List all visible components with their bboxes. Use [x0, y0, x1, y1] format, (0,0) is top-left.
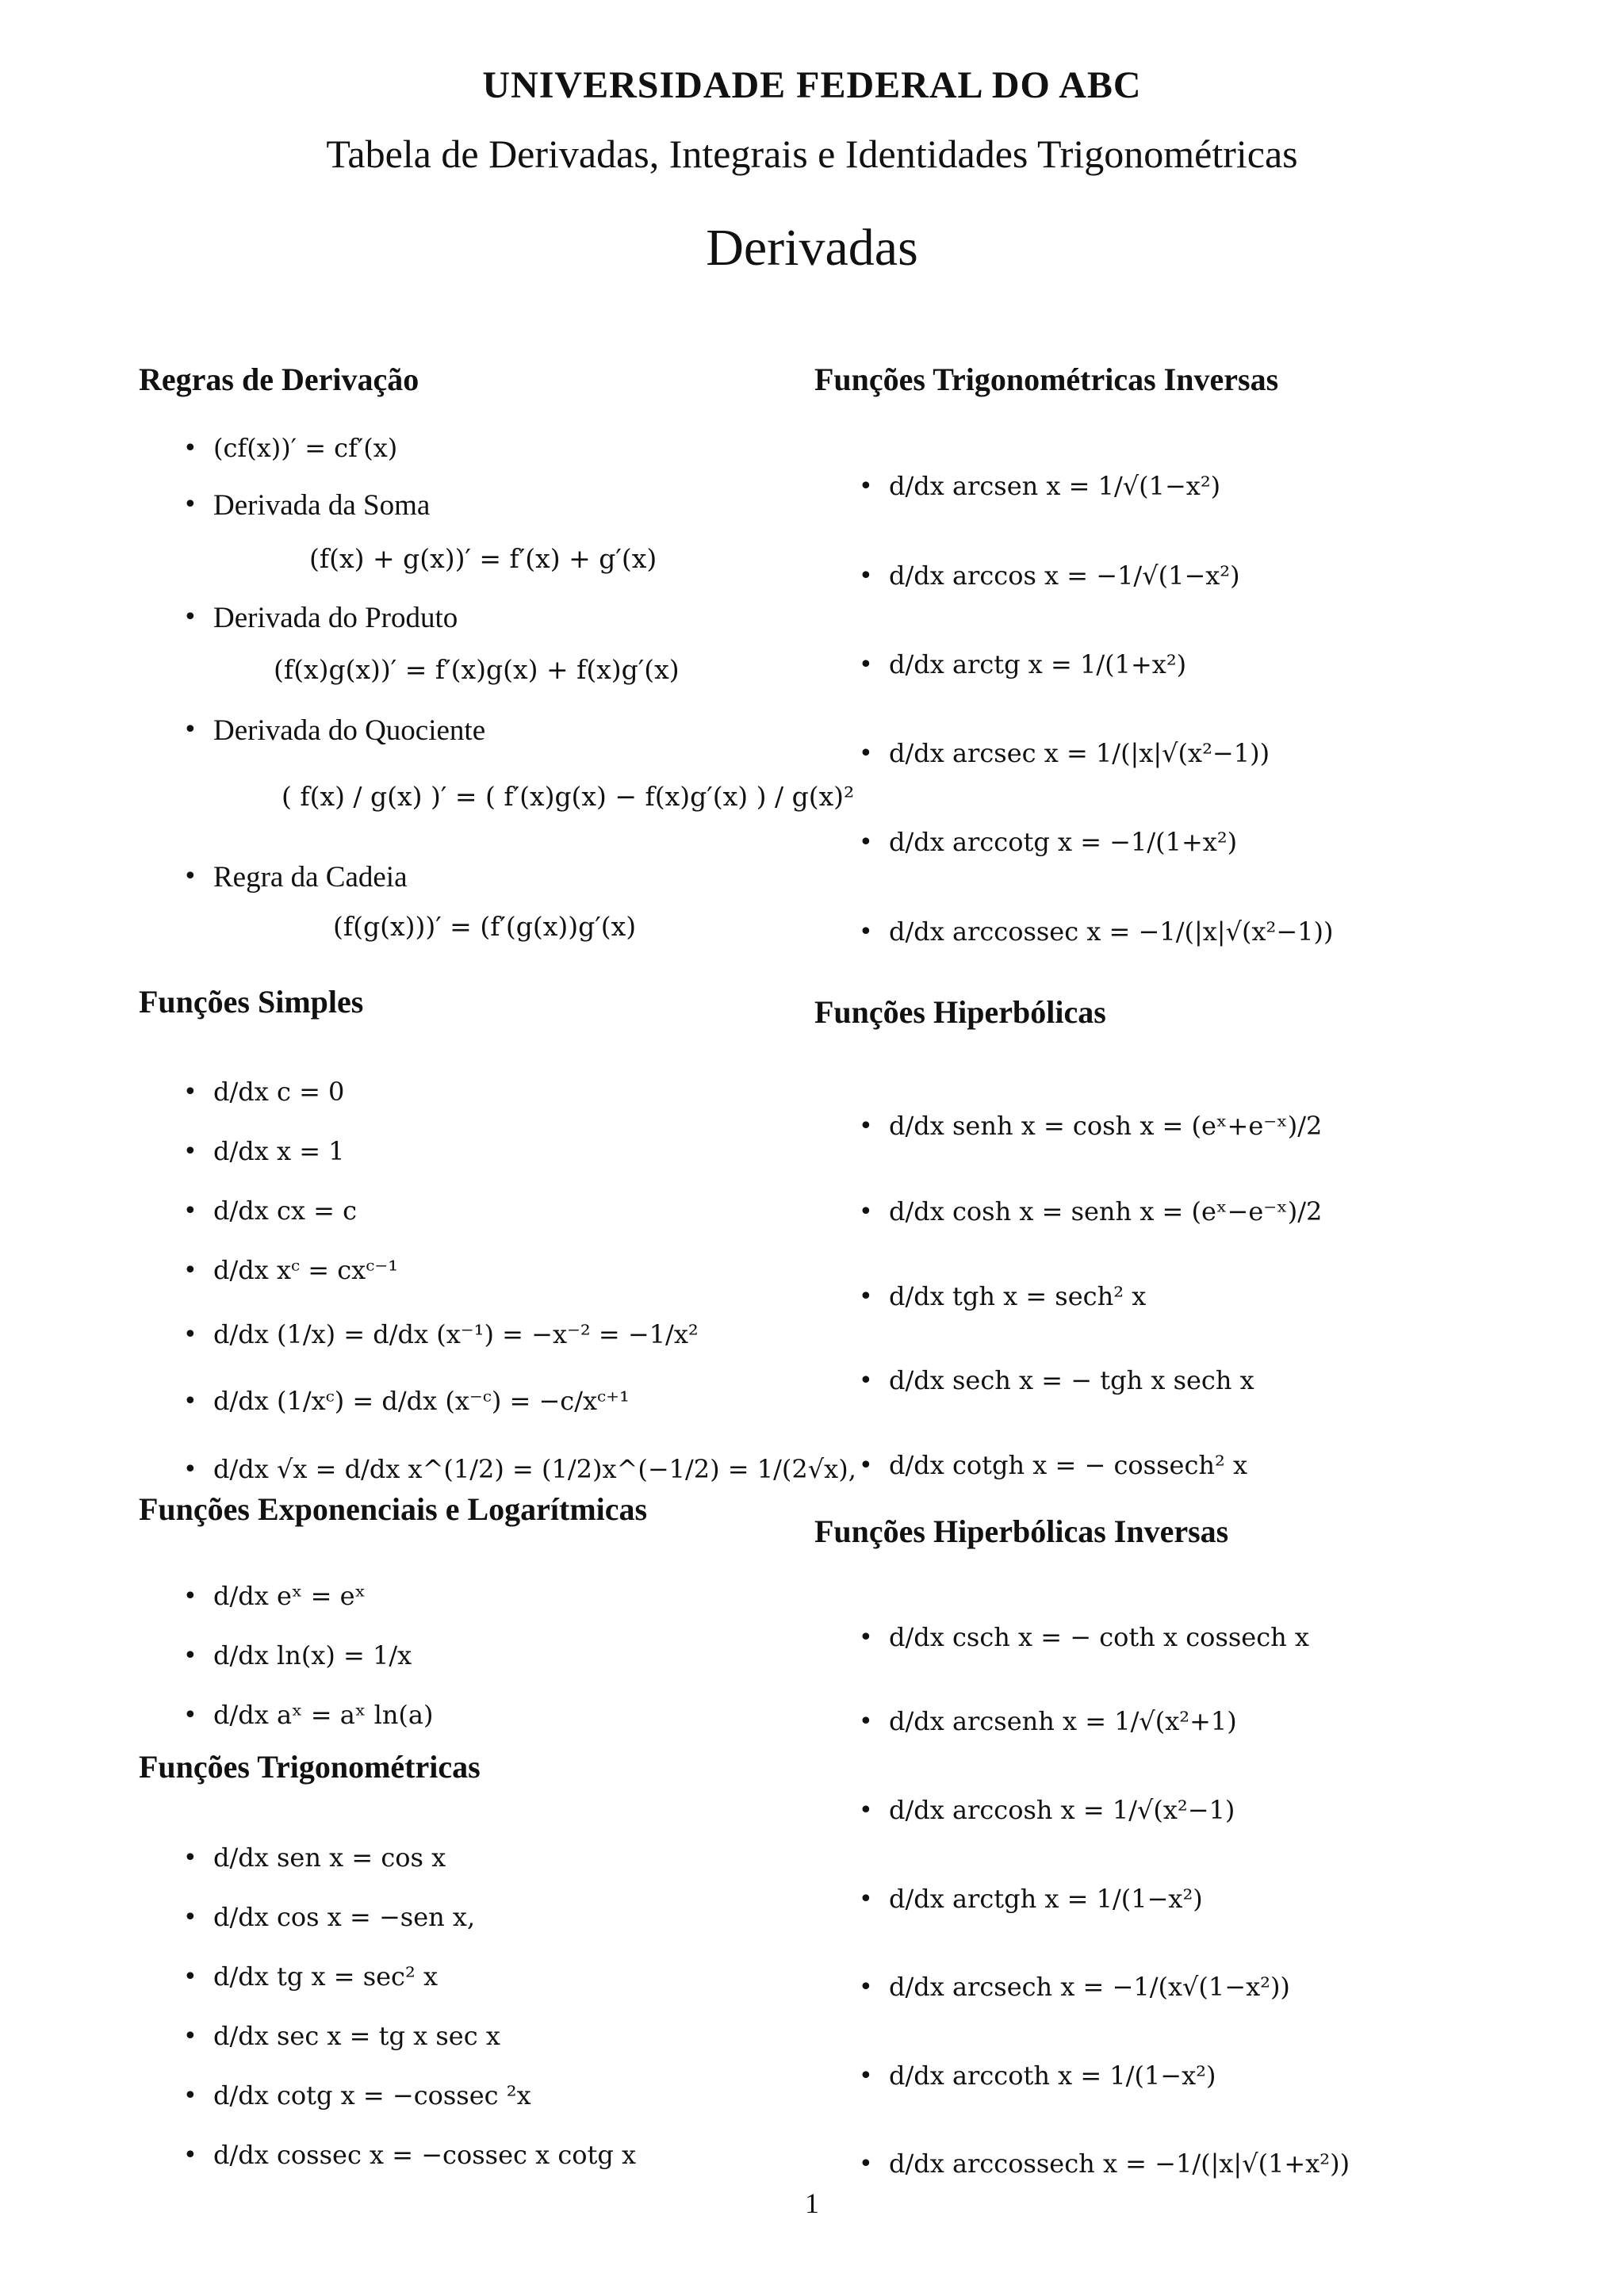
bullet: • — [859, 473, 873, 500]
formula: d/dx cotg x = −cossec ²x — [213, 2080, 531, 2110]
formula: d/dx arccossec x = −1/(|x|√(x²−1)) — [889, 916, 1334, 947]
document-subtitle: Tabela de Derivadas, Integrais e Identidades Trigonométricas — [326, 132, 1298, 176]
formula: d/dx arcsec x = 1/(|x|√(x²−1)) — [889, 738, 1270, 768]
bullet: • — [183, 1257, 197, 1284]
bullet: • — [859, 828, 873, 856]
bullet: • — [859, 1624, 873, 1651]
bullet: • — [183, 1197, 197, 1225]
formula: d/dx (1/x) = d/dx (x⁻¹) = −x⁻² = −1/x² — [213, 1319, 699, 1349]
formula: d/dx tgh x = sech² x — [889, 1281, 1147, 1311]
formula: d/dx x = 1 — [213, 1136, 345, 1166]
formula: d/dx arcsech x = −1/(x√(1−x²)) — [889, 1972, 1290, 2002]
bullet: • — [183, 716, 197, 744]
bullet: • — [183, 1701, 197, 1729]
hyp-title: Funções Hiperbólicas — [814, 994, 1106, 1030]
bullet: • — [183, 1387, 197, 1415]
rules-section — [139, 361, 855, 942]
bullet: • — [183, 863, 197, 890]
bullet: • — [183, 1138, 197, 1165]
bullet: • — [183, 1844, 197, 1872]
formula: d/dx senh x = cosh x = (eˣ+e⁻ˣ)/2 — [889, 1111, 1323, 1141]
simples-section — [139, 983, 856, 1484]
formula: d/dx (1/xᶜ) = d/dx (x⁻ᶜ) = −c/xᶜ⁺¹ — [213, 1386, 630, 1416]
rule-text: Derivada do Quociente — [213, 714, 486, 747]
rule-formula: ( f(x) / g(x) )′ = ( f′(x)g(x) − f(x)g′(x) ) / g(x)² — [282, 781, 855, 812]
bullet: • — [183, 1963, 197, 1991]
formula: d/dx arccosh x = 1/√(x²−1) — [889, 1795, 1235, 1825]
formula: d/dx arccotg x = −1/(1+x²) — [889, 827, 1238, 857]
rule-text: Derivada do Produto — [213, 602, 458, 634]
formula: d/dx xᶜ = cxᶜ⁻¹ — [213, 1255, 399, 1285]
rules-title: Regras de Derivação — [139, 362, 419, 397]
hyp-section — [814, 993, 1323, 1480]
bullet: • — [183, 1456, 197, 1483]
formula: d/dx arccos x = −1/√(1−x²) — [889, 561, 1240, 591]
bullet: • — [859, 1797, 873, 1824]
trig-inv-section — [814, 361, 1334, 947]
formula: d/dx arctg x = 1/(1+x²) — [889, 649, 1187, 679]
trig-title: Funções Trigonométricas — [139, 1749, 481, 1785]
bullet: • — [183, 2082, 197, 2110]
formula: d/dx cx = c — [213, 1196, 358, 1226]
exp-title: Funções Exponenciais e Logarítmicas — [139, 1491, 648, 1527]
formula: d/dx arctgh x = 1/(1−x²) — [889, 1884, 1203, 1914]
formula: d/dx tg x = sec² x — [213, 1961, 439, 1992]
rule-text: (cf(x))′ = cf′(x) — [213, 433, 398, 463]
simples-title: Funções Simples — [139, 984, 364, 1020]
bullet: • — [183, 1582, 197, 1610]
bullet: • — [183, 1321, 197, 1349]
bullet: • — [183, 1904, 197, 1931]
page-number: 1 — [805, 2187, 819, 2219]
section-heading: Derivadas — [706, 219, 918, 277]
formula: d/dx aˣ = aˣ ln(a) — [213, 1700, 434, 1730]
trig-inv-title: Funções Trigonométricas Inversas — [814, 362, 1279, 397]
formula: d/dx csch x = − coth x cossech x — [889, 1622, 1309, 1652]
rule-formula: (f(g(x)))′ = (f′(g(x))g′(x) — [333, 911, 637, 942]
bullet: • — [859, 1112, 873, 1140]
formula: d/dx cotgh x = − cossech² x — [889, 1450, 1248, 1480]
formula: d/dx cossec x = −cossec x cotg x — [213, 2140, 637, 2170]
formula: d/dx eˣ = eˣ — [213, 1581, 366, 1611]
formula: d/dx sech x = − tgh x sech x — [889, 1365, 1254, 1395]
bullet: • — [183, 491, 197, 519]
bullet: • — [859, 1708, 873, 1735]
bullet: • — [183, 434, 197, 462]
bullet: • — [859, 1973, 873, 2001]
rule-formula: (f(x) + g(x))′ = f′(x) + g′(x) — [309, 543, 657, 574]
rule-formula: (f(x)g(x))′ = f′(x)g(x) + f(x)g′(x) — [274, 654, 680, 685]
rule-text: Derivada da Soma — [213, 489, 431, 522]
university-title: UNIVERSIDADE FEDERAL DO ABC — [482, 64, 1142, 106]
bullet: • — [859, 1283, 873, 1311]
bullet: • — [859, 1452, 873, 1479]
formula: d/dx cosh x = senh x = (eˣ−e⁻ˣ)/2 — [889, 1196, 1323, 1226]
formula: d/dx sec x = tg x sec x — [213, 2021, 500, 2051]
formula: d/dx arccossech x = −1/(|x|√(1+x²)) — [889, 2149, 1350, 2179]
rule-text: Regra da Cadeia — [213, 861, 408, 894]
bullet: • — [859, 651, 873, 679]
hyp-inv-title: Funções Hiperbólicas Inversas — [814, 1513, 1229, 1549]
formula: d/dx arccoth x = 1/(1−x²) — [889, 2061, 1216, 2091]
formula: d/dx sen x = cos x — [213, 1843, 446, 1873]
bullet: • — [183, 1642, 197, 1670]
bullet: • — [183, 2141, 197, 2169]
formula: d/dx ln(x) = 1/x — [213, 1640, 412, 1670]
bullet: • — [183, 2022, 197, 2050]
bullet: • — [859, 740, 873, 767]
hyp-inv-section — [814, 1513, 1350, 2179]
bullet: • — [859, 1885, 873, 1913]
bullet: • — [859, 1198, 873, 1226]
formula: d/dx c = 0 — [213, 1077, 345, 1107]
bullet: • — [183, 1078, 197, 1106]
trig-section — [139, 1748, 637, 2170]
bullet: • — [859, 2150, 873, 2178]
bullet: • — [859, 918, 873, 946]
bullet: • — [183, 603, 197, 631]
formula: d/dx arcsen x = 1/√(1−x²) — [889, 471, 1221, 501]
exp-section — [139, 1490, 648, 1730]
bullet: • — [859, 2062, 873, 2090]
bullet: • — [859, 1367, 873, 1395]
bullet: • — [859, 562, 873, 590]
formula: d/dx √x = d/dx x^(1/2) = (1/2)x^(−1/2) = 1/(2√x), — [213, 1454, 856, 1484]
formula: d/dx cos x = −sen x, — [213, 1902, 476, 1932]
formula: d/dx arcsenh x = 1/√(x²+1) — [889, 1706, 1237, 1736]
